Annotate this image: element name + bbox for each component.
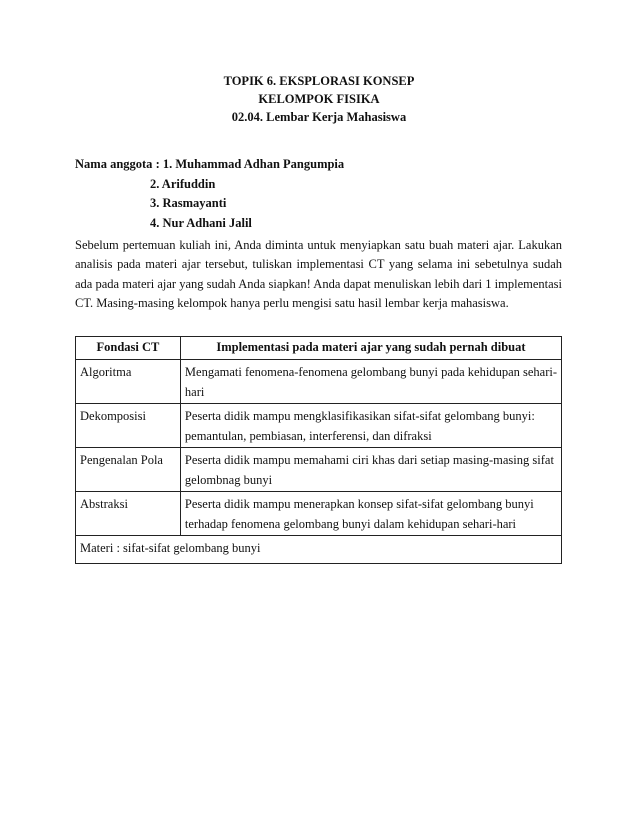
member-row — [75, 214, 344, 234]
member-name: 2. Arifuddin — [150, 176, 216, 191]
cell-materi: Materi : sifat-sifat gelombang bunyi — [76, 536, 562, 564]
member-row — [75, 175, 344, 195]
member-row — [75, 194, 344, 214]
table-row — [76, 448, 562, 492]
cell-implementasi: Peserta didik mampu menerapkan konsep sifat-sifat gelombang bunyi terhadap fenomena gelombang bunyi dalam kehidupan sehari-hari — [180, 492, 561, 536]
instructions-paragraph: Sebelum pertemuan kuliah ini, Anda diminta untuk menyiapkan satu buah materi ajar. Lakukan analisis pada materi ajar tersebut, tuliskan implementasi CT yang selama ini sebetulnya sudah ada pada materi ajar yang sudah Anda siapkan! Anda dapat menuliskan lebih dari 1 implementasi CT. Masing-masing kelompok hanya perlu mengisi satu hasil lembar kerja mahasiswa. — [75, 238, 562, 311]
member-row — [75, 155, 344, 175]
title-topic: TOPIK 6. EKSPLORASI KONSEP — [223, 74, 415, 88]
member-label: Nama anggota — [75, 157, 153, 171]
cell-implementasi: Peserta didik mampu mengklasifikasikan sifat-sifat gelombang bunyi: pemantulan, pembiasan, interferensi, dan difraksi — [180, 404, 561, 448]
title-worksheet: 02.04. Lembar Kerja Mahasiswa — [231, 110, 407, 124]
header-implementasi: Implementasi pada materi ajar yang sudah pernah dibuat — [180, 337, 561, 360]
table-row — [76, 360, 562, 404]
cell-implementasi: Peserta didik mampu memahami ciri khas dari setiap masing-masing sifat gelombnag bunyi — [180, 448, 561, 492]
cell-fondasi: Pengenalan Pola — [76, 448, 181, 492]
table-header-row — [76, 337, 562, 360]
ct-table — [75, 336, 562, 564]
member-name: 1. Muhammad Adhan Pangumpia — [162, 157, 345, 171]
cell-fondasi: Abstraksi — [76, 492, 181, 536]
table-row — [76, 492, 562, 536]
header-fondasi: Fondasi CT — [76, 337, 181, 360]
cell-fondasi: Dekomposisi — [76, 404, 181, 448]
member-name: 4. Nur Adhani Jalil — [150, 215, 252, 230]
member-name: 3. Rasmayanti — [150, 196, 227, 210]
title-block — [0, 72, 638, 126]
table-materi-row — [76, 536, 562, 564]
title-group: KELOMPOK FISIKA — [258, 92, 380, 106]
member-separator: : — [155, 157, 160, 171]
cell-fondasi: Algoritma — [76, 360, 181, 404]
cell-implementasi: Mengamati fenomena-fenomena gelombang bunyi pada kehidupan sehari-hari — [180, 360, 561, 404]
member-list — [75, 155, 344, 233]
table-row — [76, 404, 562, 448]
